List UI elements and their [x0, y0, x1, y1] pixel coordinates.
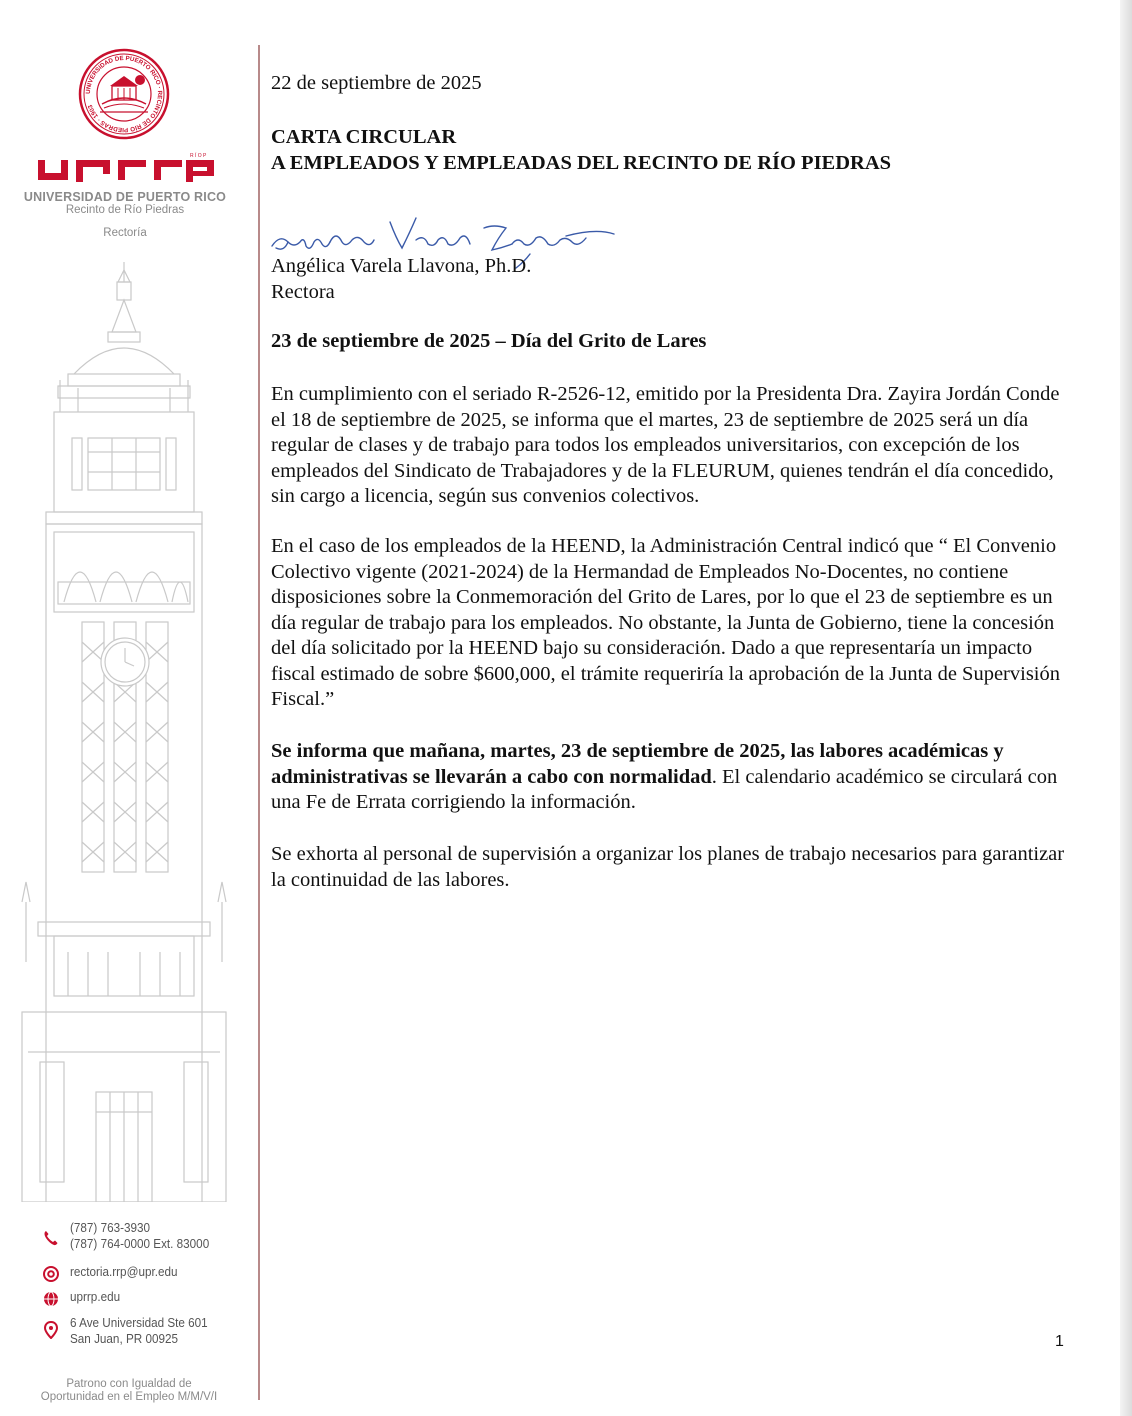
campus-name: Recinto de Río Piedras [65, 204, 185, 216]
page-edge-shadow [1120, 0, 1132, 1416]
contact-address [42, 1315, 223, 1347]
signature-text: Angélica Varela Llavona [266, 208, 276, 209]
paragraph-2: En el caso de los empleados de la HEEND, la Administración Central indicó que “ El Convenio Colectivo vigente (2021-2024) de la Hermandad de Empleados No-Docentes, no contiene disposiciones sobre la Conmemoración del Grito de Lares, por lo que el 23 de septiembre es un día regular de trabajo para los empleados. No obstante, la Junta de Gobierno, tiene la concesión del día solicitado por la HEEND bajo su consideración. Dado a que representaría un impacto fiscal estimado de sobre $600,000, el trámite requeriría la aprobación de la Junta de Supervisión Fiscal.” [271, 535, 1060, 710]
heading-line-1: CARTA CIRCULAR [271, 126, 457, 148]
clock-tower-watermark [18, 262, 240, 1202]
footer-line-1: Patrono con Igualdad de [66, 1378, 192, 1390]
letter-heading [271, 124, 891, 176]
email-link[interactable]: rectoria.rrp@upr.edu [70, 1264, 178, 1279]
phone-icon [42, 1229, 60, 1247]
paragraph-3-bold: Se informa que mañana, martes, 23 de septiembre de 2025, las labores académicas y administrativas se llevarán a cabo con normalidad [271, 740, 1004, 788]
uprrp-logo [36, 150, 216, 186]
at-sign-icon [42, 1265, 60, 1283]
footer-line-2: Oportunidad en el Empleo M/M/V/I [40, 1391, 218, 1403]
heading-line-2: A EMPLEADOS Y EMPLEADAS DEL RECINTO DE RÍO PIEDRAS [271, 152, 892, 174]
contact-phone [42, 1220, 225, 1252]
signer-block [271, 254, 531, 305]
signer-name: Angélica Varela Llavona, Ph.D. [271, 255, 532, 277]
letter-date: 22 de septiembre de 2025 [271, 72, 482, 94]
address-line-2: San Juan, PR 00925 [70, 1331, 178, 1346]
university-name: UNIVERSIDAD DE PUERTO RICO [23, 190, 227, 204]
university-seal-icon [78, 48, 170, 140]
address-line-1: 6 Ave Universidad Ste 601 [70, 1315, 208, 1330]
location-pin-icon [42, 1321, 60, 1339]
contact-email [42, 1264, 189, 1283]
paragraph-1: En cumplimiento con el seriado R-2526-12, emitido por la Presidenta Dra. Zayira Jordán Conde el 18 de septiembre de 2025, se informa que el martes, 23 de septiembre de 2025 será un día regular de clases y de trabajo para todos los empleados universitarios, con excepción de los empleados del Sindicato de Trabajadores y de la FLEURUM, quienes tendrán el día concedido, sin cargo a licencia, según sus convenios colectivos. [271, 383, 1060, 507]
signer-title: Rectora [271, 280, 335, 303]
website-link[interactable]: uprrp.edu [70, 1289, 121, 1304]
seal-text: UNIVERSIDAD DE PUERTO RICO · RECINTO DE RÍO PIEDRAS · 1903 [84, 54, 164, 134]
paragraph-4: Se exhorta al personal de supervisión a organizar los planes de trabajo necesarios para garantizar la continuidad de las labores. [271, 843, 1065, 891]
globe-icon [42, 1290, 60, 1308]
contact-website [42, 1289, 126, 1308]
sidebar-divider [258, 45, 260, 1400]
phone-2: (787) 764-0000 Ext. 83000 [70, 1236, 210, 1251]
equal-opportunity-note [0, 1378, 258, 1404]
letterhead-sidebar [0, 0, 258, 1416]
letter-subject: 23 de septiembre de 2025 – Día del Grito de Lares [271, 330, 707, 352]
logo-small-text: R Í O P [190, 153, 207, 159]
paragraph-3 [271, 739, 1071, 816]
page-number: 1 [1055, 1333, 1064, 1350]
paragraph-3-rest: . El calendario académico se circulará con una Fe de Errata corrigiendo la información. [271, 765, 1058, 813]
office-name: Rectoría [103, 227, 147, 239]
phone-1: (787) 763-3930 [70, 1220, 151, 1235]
